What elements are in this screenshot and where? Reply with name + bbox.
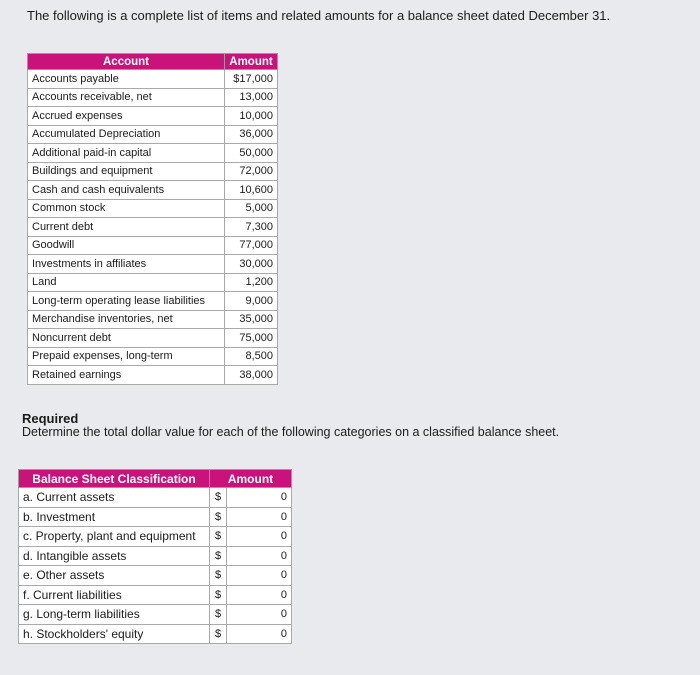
table-row: [28, 366, 278, 385]
table-row: [28, 199, 278, 218]
currency-symbol-cell: $: [210, 585, 227, 605]
account-name-cell: Accounts payable: [28, 70, 225, 89]
classification-label-cell: h. Stockholders' equity: [19, 624, 210, 644]
accounts-table: [27, 53, 278, 385]
account-amount-cell: 7,300: [225, 218, 278, 237]
table-row: [28, 236, 278, 255]
account-amount-cell: 36,000: [225, 125, 278, 144]
classification-label-cell: a. Current assets: [19, 488, 210, 508]
account-name-cell: Prepaid expenses, long-term: [28, 347, 225, 366]
account-amount-cell: 1,200: [225, 273, 278, 292]
account-name-cell: Merchandise inventories, net: [28, 310, 225, 329]
classification-amount-input[interactable]: 0: [227, 488, 292, 508]
classification-label-cell: e. Other assets: [19, 566, 210, 586]
currency-symbol-cell: $: [210, 605, 227, 625]
table-row: [28, 347, 278, 366]
account-amount-cell: 8,500: [225, 347, 278, 366]
account-amount-cell: 75,000: [225, 329, 278, 348]
account-amount-cell: 10,600: [225, 181, 278, 200]
table-row: [19, 527, 292, 547]
classification-column-header: Balance Sheet Classification: [19, 470, 210, 488]
account-name-cell: Retained earnings: [28, 366, 225, 385]
currency-symbol-cell: $: [210, 624, 227, 644]
account-name-cell: Accounts receivable, net: [28, 88, 225, 107]
table-row: [19, 507, 292, 527]
table-row: [28, 70, 278, 89]
account-column-header: Account: [28, 54, 225, 70]
table-row: [19, 624, 292, 644]
table-row: [19, 566, 292, 586]
account-name-cell: Noncurrent debt: [28, 329, 225, 348]
account-name-cell: Accumulated Depreciation: [28, 125, 225, 144]
account-name-cell: Additional paid-in capital: [28, 144, 225, 163]
currency-symbol-cell: $: [210, 527, 227, 547]
table-row: [28, 144, 278, 163]
classification-label-cell: d. Intangible assets: [19, 546, 210, 566]
currency-symbol-cell: $: [210, 546, 227, 566]
intro-text: The following is a complete list of items and related amounts for a balance sheet dated December 31.: [27, 8, 611, 23]
table-row: [28, 125, 278, 144]
currency-symbol-cell: $: [210, 507, 227, 527]
classification-label-cell: c. Property, plant and equipment: [19, 527, 210, 547]
account-name-cell: Cash and cash equivalents: [28, 181, 225, 200]
table-row: [28, 218, 278, 237]
account-name-cell: Goodwill: [28, 236, 225, 255]
account-name-cell: Buildings and equipment: [28, 162, 225, 181]
account-amount-cell: 5,000: [225, 199, 278, 218]
account-amount-cell: $17,000: [225, 70, 278, 89]
table-row: [28, 88, 278, 107]
account-amount-cell: 9,000: [225, 292, 278, 311]
amount-column-header: Amount: [225, 54, 278, 70]
classification-amount-input[interactable]: 0: [227, 566, 292, 586]
account-amount-cell: 35,000: [225, 310, 278, 329]
classification-amount-header: Amount: [210, 470, 292, 488]
account-amount-cell: 72,000: [225, 162, 278, 181]
table-row: [28, 273, 278, 292]
account-name-cell: Current debt: [28, 218, 225, 237]
classification-label-cell: f. Current liabilities: [19, 585, 210, 605]
table-row: [28, 181, 278, 200]
account-name-cell: Land: [28, 273, 225, 292]
account-amount-cell: 10,000: [225, 107, 278, 126]
classification-amount-input[interactable]: 0: [227, 605, 292, 625]
classification-amount-input[interactable]: 0: [227, 527, 292, 547]
account-name-cell: Long-term operating lease liabilities: [28, 292, 225, 311]
table-row: [28, 255, 278, 274]
account-name-cell: Common stock: [28, 199, 225, 218]
classification-table-header: [19, 470, 292, 488]
table-row: [19, 488, 292, 508]
classification-table: [18, 469, 292, 644]
account-amount-cell: 30,000: [225, 255, 278, 274]
account-amount-cell: 13,000: [225, 88, 278, 107]
account-amount-cell: 38,000: [225, 366, 278, 385]
account-amount-cell: 50,000: [225, 144, 278, 163]
classification-amount-input[interactable]: 0: [227, 624, 292, 644]
accounts-table-header: [28, 54, 278, 70]
classification-amount-input[interactable]: 0: [227, 585, 292, 605]
table-row: [19, 546, 292, 566]
classification-amount-input[interactable]: 0: [227, 546, 292, 566]
classification-label-cell: b. Investment: [19, 507, 210, 527]
account-amount-cell: 77,000: [225, 236, 278, 255]
required-heading: Required: [22, 411, 79, 426]
account-name-cell: Investments in affiliates: [28, 255, 225, 274]
table-row: [28, 329, 278, 348]
table-row: [28, 292, 278, 311]
required-instructions: Determine the total dollar value for each of the following categories on a classified balance sheet.: [22, 425, 560, 439]
table-row: [28, 107, 278, 126]
classification-label-cell: g. Long-term liabilities: [19, 605, 210, 625]
table-row: [19, 605, 292, 625]
table-row: [28, 310, 278, 329]
table-row: [19, 585, 292, 605]
account-name-cell: Accrued expenses: [28, 107, 225, 126]
currency-symbol-cell: $: [210, 488, 227, 508]
classification-amount-input[interactable]: 0: [227, 507, 292, 527]
currency-symbol-cell: $: [210, 566, 227, 586]
table-row: [28, 162, 278, 181]
